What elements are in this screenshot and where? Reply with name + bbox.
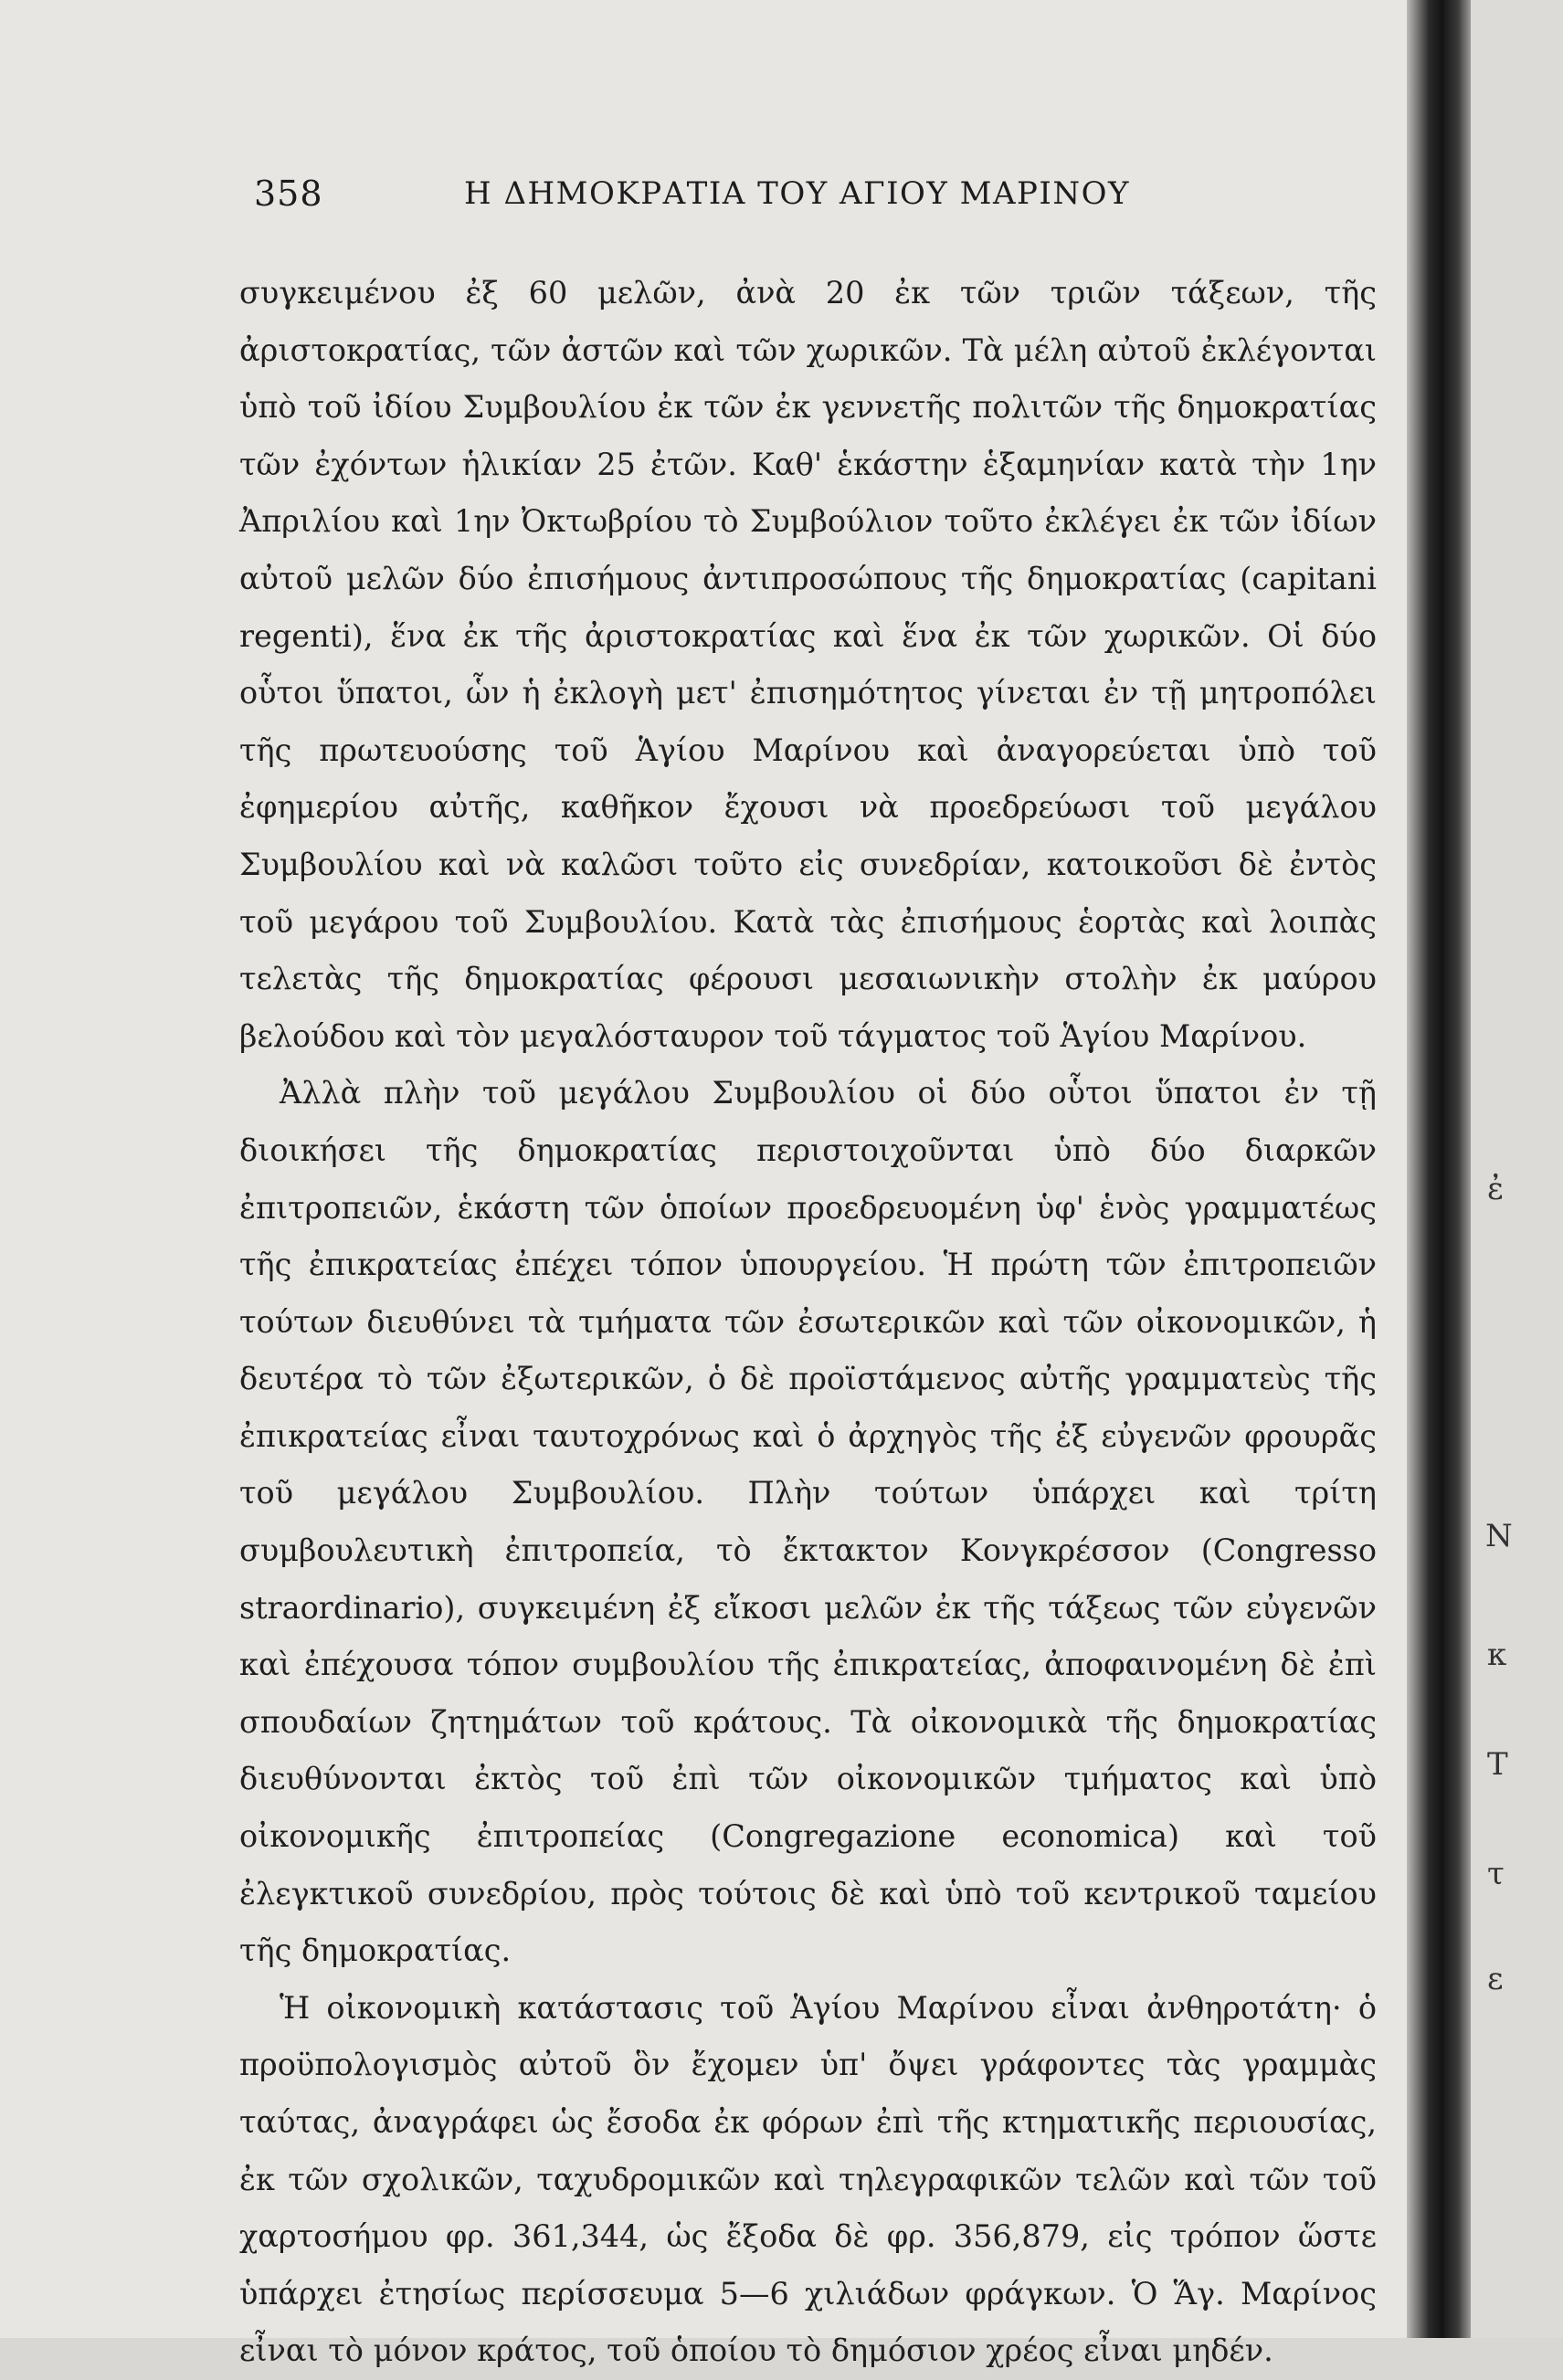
edge-letter: τ bbox=[1487, 1856, 1505, 1892]
next-page-edge bbox=[1471, 0, 1563, 2338]
edge-letter: ε bbox=[1487, 1961, 1504, 1997]
edge-letter: ἐ bbox=[1487, 1171, 1505, 1207]
paragraph-3: Ἡ οἰκονομικὴ κατάστασις τοῦ Ἁγίου Μαρίνου εἶναι ἀνθηροτάτη· ὁ προϋπολογισμὸς αὐτοῦ ὃν ἔχομεν ὑπ' ὄψει γράφοντες τὰς γραμμὰς ταύτας, ἀναγράφει ὡς ἔσοδα ἐκ φόρων ἐπὶ τῆς κτηματικῆς περιουσίας, ἐκ τῶν σχολικῶν, ταχυδρομικῶν καὶ τηλεγραφικῶν τελῶν καὶ τῶν τοῦ χαρτοσήμου φρ. 361,344, ὡς ἔξοδα δὲ φρ. 356,879, εἰς τρόπον ὥστε ὑπάρχει ἐτησίως περίσσευμα 5—6 χιλιάδων φράγκων. Ὁ Ἅγ. Μαρίνος εἶναι τὸ μόνον κράτος, τοῦ ὁποίου τὸ δημόσιον χρέος εἶναι μηδέν. bbox=[239, 1989, 1377, 2369]
body-text bbox=[239, 265, 1377, 2380]
edge-letter: Ν bbox=[1485, 1518, 1513, 1554]
edge-letter: κ bbox=[1487, 1637, 1507, 1673]
page-number: 358 bbox=[254, 174, 323, 214]
page-header bbox=[254, 174, 1378, 228]
paragraph-2: Ἀλλὰ πλὴν τοῦ μεγάλου Συμβουλίου οἱ δύο οὗτοι ὕπατοι ἐν τῇ διοικήσει τῆς δημοκρατίας περιστοιχοῦνται ὑπὸ δύο διαρκῶν ἐπιτροπειῶν, ἑκάστη τῶν ὁποίων προεδρευομένη ὑφ' ἑνὸς γραμματέως τῆς ἐπικρατείας ἐπέχει τόπον ὑπουργείου. Ἡ πρώτη τῶν ἐπιτροπειῶν τούτων διευθύνει τὰ τμήματα τῶν ἐσωτερικῶν καὶ τῶν οἰκονομικῶν, ἡ δευτέρα τὸ τῶν ἐξωτερικῶν, ὁ δὲ προϊστάμενος αὐτῆς γραμματεὺς τῆς ἐπικρατείας εἶναι ταυτοχρόνως καὶ ὁ ἀρχηγὸς τῆς ἐξ εὐγενῶν φρουρᾶς τοῦ μεγάλου Συμβουλίου. Πλὴν τούτων ὑπάρχει καὶ τρίτη συμβουλευτικὴ ἐπιτροπεία, τὸ ἔκτακτον Κονγκρέσσον (Congresso straordinario), συγκειμένη ἐξ εἴκοσι μελῶν ἐκ τῆς τάξεως τῶν εὐγενῶν καὶ ἐπέχουσα τόπον συμβουλίου τῆς ἐπικρατείας, ἀποφαινομένη δὲ ἐπὶ σπουδαίων ζητημάτων τοῦ κράτους. Τὰ οἰκονομικὰ τῆς δημοκρατίας διευθύνονται ἐκτὸς τοῦ ἐπὶ τῶν οἰκονομικῶν τμήματος καὶ ὑπὸ οἰκονομικῆς ἐπιτροπείας (Congregazione economica) καὶ τοῦ ἐλεγκτικοῦ συνεδρίου, πρὸς τούτοις δὲ καὶ ὑπὸ τοῦ κεντρικοῦ ταμείου τῆς δημοκρατίας. bbox=[239, 1075, 1377, 1969]
edge-letter: Τ bbox=[1487, 1746, 1508, 1783]
running-title: Η ΔΗΜΟΚΡΑΤΙΑ ΤΟΥ ΑΓΙΟΥ ΜΑΡΙΝΟΥ bbox=[464, 175, 1130, 212]
book-gutter bbox=[1407, 0, 1471, 2338]
paragraph-1: συγκειμένου ἐξ 60 μελῶν, ἀνὰ 20 ἐκ τῶν τριῶν τάξεων, τῆς ἀριστοκρατίας, τῶν ἀστῶν καὶ τῶν χωρικῶν. Τὰ μέλη αὐτοῦ ἐκλέγονται ὑπὸ τοῦ ἰδίου Συμβουλίου ἐκ τῶν ἐκ γεννετῆς πολιτῶν τῆς δημοκρατίας τῶν ἐχόντων ἡλικίαν 25 ἐτῶν. Καθ' ἑκάστην ἑξαμηνίαν κατὰ τὴν 1ην Ἀπριλίου καὶ 1ην Ὀκτωβρίου τὸ Συμβούλιον τοῦτο ἐκλέγει ἐκ τῶν ἰδίων αὐτοῦ μελῶν δύο ἐπισήμους ἀντιπροσώπους τῆς δημοκρατίας (capitani regenti), ἕνα ἐκ τῆς ἀριστοκρατίας καὶ ἕνα ἐκ τῶν χωρικῶν. Οἱ δύο οὗτοι ὕπατοι, ὧν ἡ ἐκλογὴ μετ' ἐπισημότητος γίνεται ἐν τῇ μητροπόλει τῆς πρωτευούσης τοῦ Ἁγίου Μαρίνου καὶ ἀναγορεύεται ὑπὸ τοῦ ἐφημερίου αὐτῆς, καθῆκον ἔχουσι νὰ προεδρεύωσι τοῦ μεγάλου Συμβουλίου καὶ νὰ καλῶσι τοῦτο εἰς συνεδρίαν, κατοικοῦσι δὲ ἐντὸς τοῦ μεγάρου τοῦ Συμβουλίου. Κατὰ τὰς ἐπισήμους ἑορτὰς καὶ λοιπὰς τελετὰς τῆς δημοκρατίας φέρουσι μεσαιωνικὴν στολὴν ἐκ μαύρου βελούδου καὶ τὸν μεγαλόσταυρον τοῦ τάγματος τοῦ Ἁγίου Μαρίνου. bbox=[239, 275, 1377, 1054]
